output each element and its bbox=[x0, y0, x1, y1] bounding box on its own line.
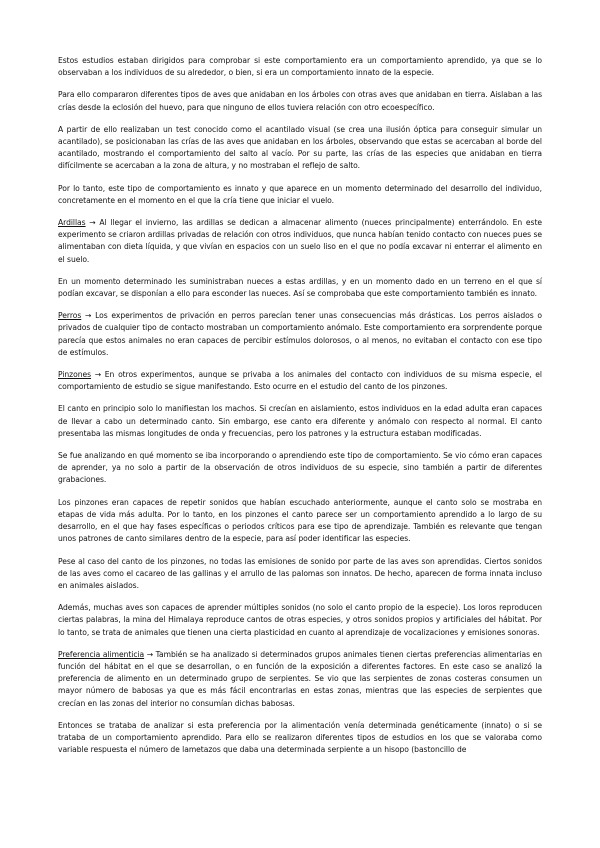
paragraph-9 bbox=[58, 403, 542, 440]
paragraph-text: Se fue analizando en qué momento se iba incorporando o aprendiendo este tipo de comportamiento. Se vio cómo eran capaces de aprender, ya no solo a partir de la observación de otros individuos de su especie, sino también a partir de diferentes grabaciones. bbox=[58, 451, 542, 485]
paragraph-12 bbox=[58, 556, 542, 593]
paragraph-perros bbox=[58, 310, 542, 359]
paragraph-preferencia-alimenticia bbox=[58, 649, 542, 710]
paragraph-text: → Los experimentos de privación en perros parecían tener unas consecuencias más drásticas. Los perros aislados o privados de cualquier tipo de contacto mostraban un comportamiento anómalo. Este comportamiento era sorprendente porque parecía que estos animales no eran capaces de percibir estímulos dolorosos, o al menos, no evitaban el contacto con ese tipo de estímulos. bbox=[58, 311, 542, 357]
paragraph-1 bbox=[58, 55, 542, 79]
paragraph-3 bbox=[58, 124, 542, 173]
section-term-preferencia-alimenticia: Preferencia alimenticia bbox=[58, 649, 145, 659]
section-term-ardillas: Ardillas bbox=[58, 218, 86, 228]
paragraph-text: Entonces se trataba de analizar si esta preferencia por la alimentación venía determinada genéticamente (innato) o si se trataba de un comportamiento aprendido. Para ello se realizaron diferentes tipos de estudios en los que se valoraba como variable respuesta el número de lametazos que daba una determinada serpiente a un hisopo (bastoncillo de bbox=[58, 720, 542, 755]
paragraph-4 bbox=[58, 183, 542, 207]
paragraph-10 bbox=[58, 450, 542, 487]
paragraph-text: Estos estudios estaban dirigidos para comprobar si este comportamiento era un comportamiento aprendido, ya que se lo observaban a los individuos de su alrededor, o bien, si era un comportamiento innato de la especie. bbox=[58, 56, 542, 78]
paragraph-text: Pese al caso del canto de los pinzones, no todas las emisiones de sonido por parte de las aves son aprendidas. Ciertos sonidos de las aves como el cacareo de las gallinas y el arrullo de las palomas son innatos. De hecho, aparecen de forma innata incluso en animales aislados. bbox=[58, 556, 542, 590]
section-term-perros: Perros bbox=[58, 311, 82, 321]
paragraph-text: Por lo tanto, este tipo de comportamiento es innato y que aparece en un momento determinado del desarrollo del individuo, concretamente en el momento en el que la cría tiene que iniciar el vuelo. bbox=[58, 183, 542, 205]
paragraph-text: En un momento determinado les suministraban nueces a estas ardillas, y en un momento dado en un terreno en el que sí podían excavar, se disponían a ello para esconder las nueces. Así se comprobaba que este comportamiento también es innato. bbox=[58, 276, 542, 299]
paragraph-pinzones bbox=[58, 369, 542, 393]
paragraph-text: → Al llegar el invierno, las ardillas se dedican a almacenar alimento (nueces principalmente) enterrándolo. En este experimento se criaron ardillas privadas de relación con otros individuos, que nunca habían tenido contacto con nueces pues se alimentaban con dieta líquida, y que vivían en espacios con un suelo liso en el que no podía excavar ni enterrar el alimento en el suelo. bbox=[58, 218, 542, 264]
paragraph-2 bbox=[58, 89, 542, 113]
section-term-pinzones: Pinzones bbox=[58, 370, 92, 380]
paragraph-text: A partir de ello realizaban un test conocido como el acantilado visual (se crea una ilusión óptica para conseguir simular un acantilado), se posicionaban las crías de las aves que anidaban en los árboles, observando que estas se acercaban al borde del acantilado, mostrando el comportamiento del salto al vacío. Por su parte, las crías de las especies que anidaban en tierra difícilmente se acercaban a la zona de altura, y no mostraban el reflejo de salto. bbox=[58, 124, 542, 171]
paragraph-13 bbox=[58, 602, 542, 639]
paragraph-text: → En otros experimentos, aunque se privaba a los animales del contacto con individuos de su misma especie, el comportamiento de estudio se sigue manifestando. Esto ocurre en el estudio del canto de los pinzones. bbox=[58, 370, 542, 392]
paragraph-text: → También se ha analizado si determinados grupos animales tienen ciertas preferencias alimentarias en función del hábitat en el que se desarrollan, o en función de la exposición a diferentes factores. En este caso se analizó la preferencia de alimento en un determinado grupo de serpientes. Se vio que las serpientes de zonas costeras consumen un mayor número de babosas ya que es más fácil encontrarlas en estas zonas, mientras que las especies de serpientes que crecían en las zonas del interior no consumían dichas babosas. bbox=[58, 649, 542, 708]
paragraph-15 bbox=[58, 720, 542, 757]
paragraph-6 bbox=[58, 276, 542, 300]
paragraph-ardillas bbox=[58, 217, 542, 266]
paragraph-text: Además, muchas aves son capaces de aprender múltiples sonidos (no solo el canto propio de la especie). Los loros reproducen ciertas palabras, la mina del Himalaya reproduce cantos de otras especies, y otros sonidos propios y artificiales del hábitat. Por lo tanto, se trata de animales que tienen una cierta plasticidad en cuanto al aprendizaje de vocalizaciones y emisiones sonoras. bbox=[58, 603, 542, 637]
paragraph-11 bbox=[58, 497, 542, 546]
paragraph-text: Los pinzones eran capaces de repetir sonidos que habían escuchado anteriormente, aunque el canto solo se mostraba en etapas de vida más adulta. Por lo tanto, en los pinzones el canto parece ser un comportamiento aprendido a lo largo de su desarrollo, en el que hay fases específicas o periodos críticos para ese tipo de aprendizaje. También es relevante que tengan unos patrones de canto similares dentro de la especie, para así poder identificar las especies. bbox=[58, 497, 542, 544]
paragraph-text: El canto en principio solo lo manifiestan los machos. Si crecían en aislamiento, estos individuos en la edad adulta eran capaces de llevar a cabo un determinado canto. Sin embargo, ese canto era diferente y anómalo con respecto al normal. El canto presentaba las mismas longitudes de onda y frecuencias, pero los patrones y la estructura estaban modificadas. bbox=[58, 404, 542, 438]
paragraph-text: Para ello compararon diferentes tipos de aves que anidaban en los árboles con otras aves que anidaban en tierra. Aislaban a las crías desde la eclosión del huevo, para que ninguno de ellos tuviera relación con otro ecoespecífico. bbox=[58, 90, 542, 112]
